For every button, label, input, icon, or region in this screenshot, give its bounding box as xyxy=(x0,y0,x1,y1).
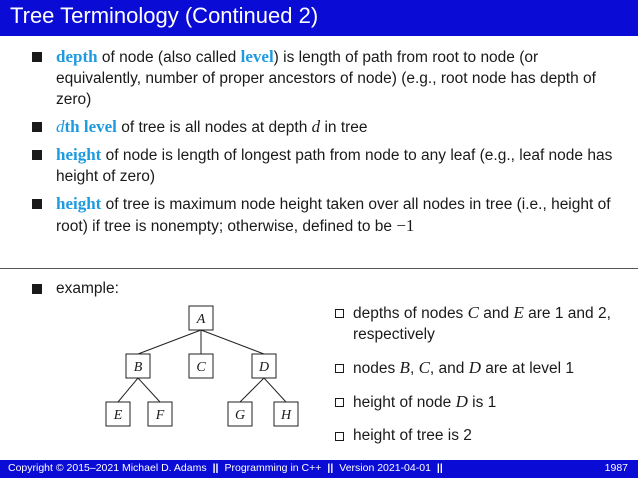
example-label: example: xyxy=(56,280,119,297)
sub-text: height of node xyxy=(353,394,456,411)
math-var: C xyxy=(418,358,430,377)
math-d: d xyxy=(56,117,65,136)
edge-d-g xyxy=(240,378,264,402)
math-var: D xyxy=(468,358,481,377)
node-label-h: H xyxy=(280,408,292,423)
sub-text: nodes xyxy=(353,360,400,377)
square-bullet-icon xyxy=(32,52,42,62)
sub-text: , xyxy=(409,360,419,377)
math-minus-one: −1 xyxy=(396,216,415,235)
bullet-node-height xyxy=(30,144,620,187)
footer-bar xyxy=(0,460,638,478)
edge-a-b xyxy=(138,330,201,354)
bullet-list xyxy=(30,46,620,243)
term-height: height xyxy=(56,145,102,164)
math-var: D xyxy=(455,392,468,411)
math-d: d xyxy=(311,117,321,136)
term-th-level: th level xyxy=(64,117,117,136)
square-bullet-icon xyxy=(32,150,42,160)
sub-text: , and xyxy=(429,360,469,377)
node-label-b: B xyxy=(133,360,143,375)
edge-d-h xyxy=(264,378,286,402)
divider xyxy=(0,268,638,269)
term-height: height xyxy=(56,194,102,213)
bullet-tree-height xyxy=(30,193,620,237)
bullet-text: of tree is all nodes at depth xyxy=(116,119,312,136)
footer-left xyxy=(8,462,449,474)
footer-separator: || xyxy=(327,462,334,474)
hollow-square-bullet-icon xyxy=(335,398,344,407)
sub-bullet xyxy=(335,391,625,413)
hollow-square-bullet-icon xyxy=(335,432,344,441)
bullet-text: of node is length of longest path from node to any leaf (e.g., leaf node has height of zero) xyxy=(56,147,613,185)
footer-copyright: Copyright © 2015–2021 Michael D. Adams xyxy=(8,462,207,474)
sub-text: depths of nodes xyxy=(353,305,468,322)
square-bullet-icon xyxy=(32,284,42,294)
bullet-text: ) is length of path from root to node (or equivalently, number of proper ancestors of node) (e.g., root node has depth of zero) xyxy=(56,49,596,108)
sub-text: height of tree is 2 xyxy=(353,427,472,444)
math-var: B xyxy=(399,358,410,377)
square-bullet-icon xyxy=(32,199,42,209)
node-label-g: G xyxy=(234,408,246,423)
tree-diagram xyxy=(98,300,308,432)
title-bar xyxy=(0,0,638,36)
edge-b-e xyxy=(118,378,138,402)
page-number: 1987 xyxy=(604,462,628,474)
footer-separator: || xyxy=(212,462,219,474)
math-var: C xyxy=(467,303,479,322)
example-bullet xyxy=(30,278,119,299)
hollow-square-bullet-icon xyxy=(335,364,344,373)
square-bullet-icon xyxy=(32,122,42,132)
node-label-c: C xyxy=(196,360,206,375)
bullet-text: of node (also called xyxy=(97,49,241,66)
term-level: level xyxy=(240,47,274,66)
term-depth: depth xyxy=(56,47,98,66)
sub-text: is 1 xyxy=(467,394,497,411)
hollow-square-bullet-icon xyxy=(335,309,344,318)
edge-b-f xyxy=(138,378,160,402)
edge-a-d xyxy=(201,330,264,354)
bullet-depth xyxy=(30,46,620,110)
math-var: E xyxy=(513,303,524,322)
slide-title: Tree Terminology (Continued 2) xyxy=(10,3,319,28)
sub-bullet-list xyxy=(335,302,625,458)
sub-bullet xyxy=(335,357,625,379)
node-label-d: D xyxy=(258,360,270,375)
sub-text: are at level 1 xyxy=(480,360,575,377)
sub-bullet xyxy=(335,302,625,345)
footer-course: Programming in C++ xyxy=(224,462,322,474)
bullet-text: of tree is maximum node height taken over all nodes in tree (i.e., height of root) if tree is nonempty; otherwise, defined to be xyxy=(56,196,611,235)
sub-text: and xyxy=(478,305,514,322)
footer-version: Version 2021-04-01 xyxy=(339,462,431,474)
node-label-a: A xyxy=(196,312,206,327)
node-label-f: F xyxy=(155,408,165,423)
sub-bullet xyxy=(335,425,625,446)
bullet-dth-level xyxy=(30,116,620,138)
node-label-e: E xyxy=(113,408,123,423)
footer-separator: || xyxy=(436,462,443,474)
sub-text: are 1 and 2, respectively xyxy=(353,305,611,343)
bullet-text: in tree xyxy=(320,119,368,136)
